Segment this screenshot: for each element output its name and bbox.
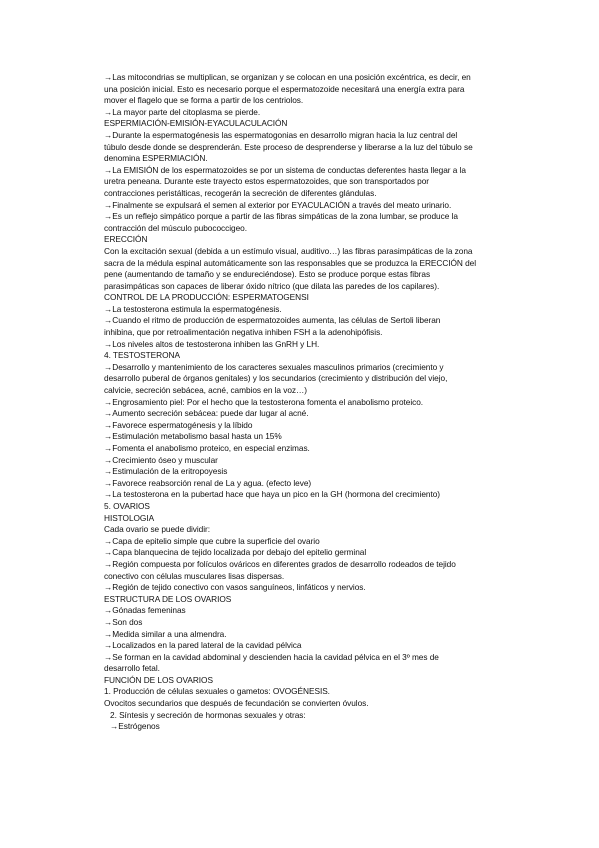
text-line: →Medida similar a una almendra. [104, 628, 227, 639]
text-line: →Región compuesta por folículos ováricos en diferentes grados de desarrollo rodeados de tejido [104, 558, 456, 569]
text-line: →La testosterona en la pubertad hace que haya un pico en la GH (hormona del crecimiento) [104, 489, 440, 500]
text-line: 1. Producción de células sexuales o gametos: OVOGÉNESIS. [104, 686, 330, 697]
text-line: →Estrógenos [110, 721, 160, 732]
text-line: →Durante la espermatogénesis las espermatogonias en desarrollo migran hacia la luz central del [104, 129, 458, 140]
text-line: FUNCIÓN DE LOS OVARIOS [104, 674, 213, 685]
text-line: →Gónadas femeninas [104, 605, 186, 616]
text-line: →Las mitocondrias se multiplican, se organizan y se colocan en una posición excéntrica, es decir, en [104, 72, 471, 82]
text-line: Cada ovario se puede dividir: [104, 524, 211, 535]
text-line: →Engrosamiento piel: Por el hecho que la testosterona fomenta el anabolismo proteico. [104, 396, 424, 407]
text-line: →Finalmente se expulsará el semen al exterior por EYACULACIÓN a través del meato urinario. [104, 199, 452, 210]
text-line: →Estimulación de la eritropoyesis [104, 466, 228, 477]
text-line: contracciones peristálticas, recogerán la secreción de diferentes glándulas. [104, 187, 377, 198]
text-line: 4. TESTOSTERONA [104, 350, 180, 361]
text-line: 2. Síntesis y secreción de hormonas sexuales y otras: [110, 709, 306, 720]
text-line: →Desarrollo y mantenimiento de los caracteres sexuales masculinos primarios (crecimiento y [104, 361, 444, 372]
text-line: 5. OVARIOS [104, 500, 150, 511]
document-body [104, 72, 516, 733]
text-line: →Favorece espermatogénesis y la líbido [104, 419, 253, 430]
text-line: calvicie, secreción sebácea, acné, cambios en la voz…) [104, 385, 307, 396]
text-line: túbulo desde donde se desprenderán. Este proceso de desprenderse y liberarse a la luz del túbulo se [104, 141, 473, 152]
text-line: denomina ESPERMIACIÓN. [104, 153, 208, 164]
text-line: ESTRUCTURA DE LOS OVARIOS [104, 593, 232, 604]
text-line: →Es un reflejo simpático porque a partir de las fibras simpáticas de la zona lumbar, se produce la [104, 211, 458, 222]
text-line: →Aumento secreción sebácea: puede dar lugar al acné. [104, 408, 309, 419]
text-line: ESPERMIACIÓN-EMISIÓN-EYACULACULACIÓN [104, 118, 288, 129]
text-line: desarrollo fetal. [104, 663, 160, 674]
text-line: HISTOLOGIA [104, 512, 155, 523]
text-line: una posición inicial. Esto es necesario porque el espermatozoide necesitará una energía extra para [104, 83, 465, 94]
text-line: inhibina, que por retroalimentación negativa inhiben FSH a la adenohipófisis. [104, 327, 383, 338]
text-line: →Estimulación metabolismo basal hasta un 15% [104, 431, 282, 442]
text-line: conectivo con células musculares lisas dispersas. [104, 570, 285, 581]
text-line: pene (aumentando de tamaño y se endureciéndose). Esto se produce porque estas fibras [104, 269, 431, 280]
text-line: Con la excitación sexual (debida a un estímulo visual, auditivo…) las fibras parasimpáticas de la zona [104, 245, 473, 256]
text-line: →La EMISIÓN de los espermatozoides se por un sistema de conductas deferentes hasta llegar a la [104, 164, 466, 175]
text-line: →Se forman en la cavidad abdominal y descienden hacia la cavidad pélvica en el 3º mes de [104, 651, 439, 662]
text-line: ERECCIÓN [104, 234, 148, 245]
text-line: →Son dos [104, 616, 143, 627]
text-line: →Fomenta el anabolismo proteico, en especial enzimas. [104, 443, 310, 453]
text-line: →Región de tejido conectivo con vasos sanguíneos, linfáticos y nervios. [104, 582, 366, 593]
text-line: →Capa blanquecina de tejido localizada por debajo del epitelio germinal [104, 547, 367, 558]
text-line: →Localizados en la pared lateral de la cavidad pélvica [104, 640, 302, 651]
text-line: →La testosterona estimula la espermatogénesis. [104, 303, 282, 314]
text-line: CONTROL DE LA PRODUCCIÓN: ESPERMATOGENSI [104, 292, 309, 303]
text-line: →Capa de epitelio simple que cubre la superficie del ovario [104, 535, 320, 546]
text-line: Ovocitos secundarios que después de fecundación se convierten óvulos. [104, 698, 369, 709]
text-line: parasimpáticas son capaces de liberar óxido nítrico (que dilata las paredes de los capilares). [104, 280, 440, 291]
text-line: sacra de la médula espinal automáticamente son las responsables que se produzca la ERECCIÓN del [104, 257, 477, 268]
text-line: →Crecimiento óseo y muscular [104, 454, 218, 465]
text-line: mover el flagelo que se forma a partir de los centriolos. [104, 95, 304, 106]
text-line: →La mayor parte del citoplasma se pierde. [104, 106, 261, 117]
text-line: →Cuando el ritmo de producción de espermatozoides aumenta, las células de Sertoli liberan [104, 315, 441, 326]
text-line: uretra peneana. Durante este trayecto estos espermatozoides, que son transportados por [104, 176, 430, 187]
text-line: →Los niveles altos de testosterona inhiben las GnRH y LH. [104, 338, 320, 349]
text-line: contracción del músculo pubococcigeo. [104, 222, 247, 233]
text-line: desarrollo puberal de órganos genitales) y los secundarios (crecimiento y distribución del viejo, [104, 373, 448, 384]
text-line: →Favorece reabsorción renal de La y agua. (efecto leve) [104, 477, 312, 488]
